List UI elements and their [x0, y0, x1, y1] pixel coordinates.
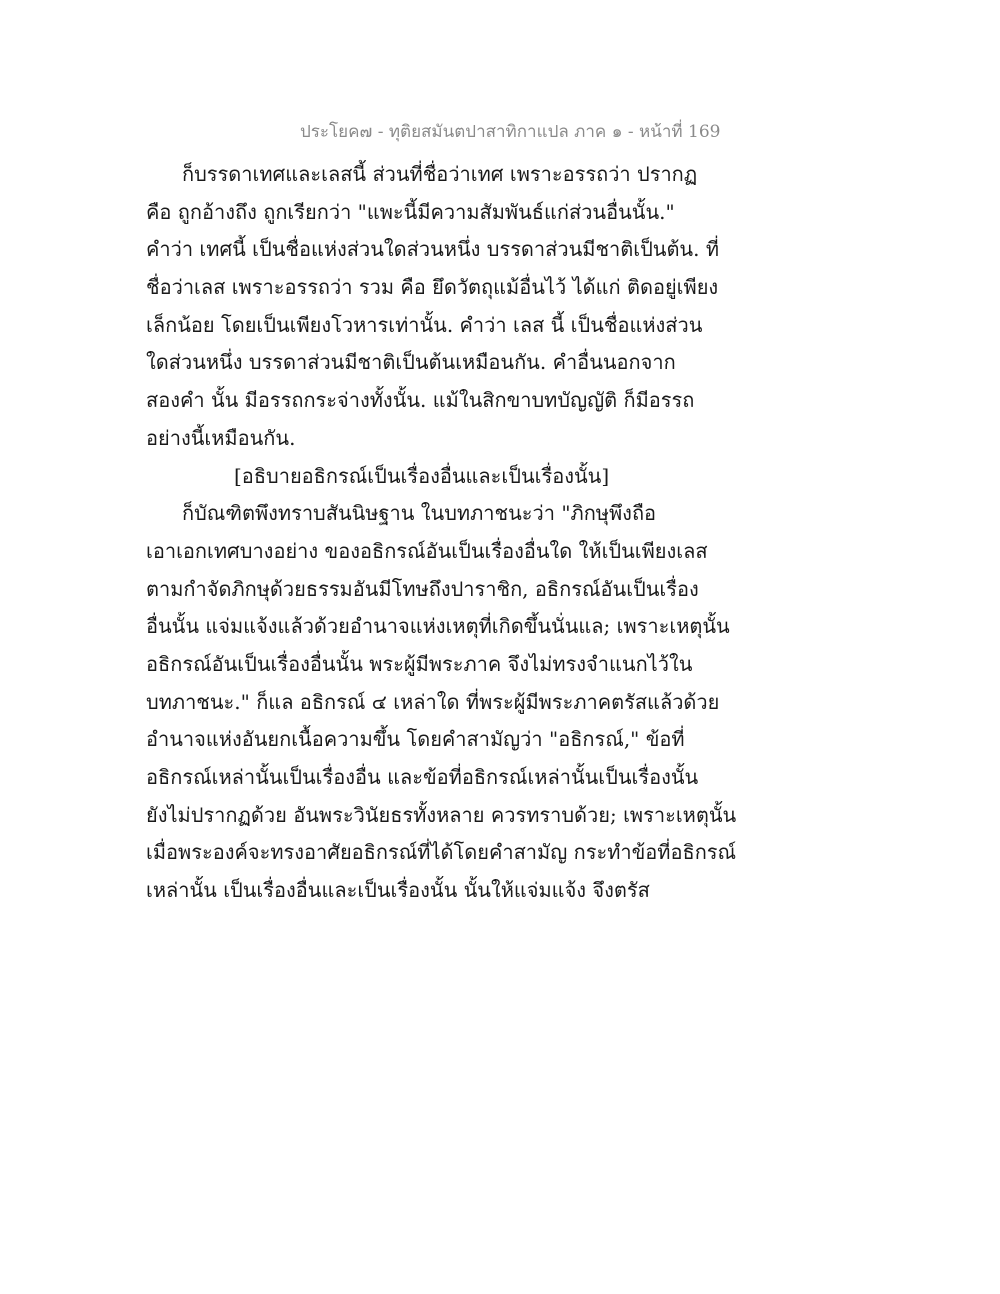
text-line: อธิกรณ์อันเป็นเรื่องอื่นนั้น พระผู้มีพระภาค จึงไม่ทรงจำแนกไว้ใน — [146, 651, 693, 676]
text-line: อย่างนี้เหมือนกัน. — [146, 425, 296, 450]
text-line: ยังไม่ปรากฏด้วย อันพระวินัยธรทั้งหลาย ควรทราบด้วย; เพราะเหตุนั้น — [146, 802, 737, 827]
text-line: บทภาชนะ." ก็แล อธิกรณ์ ๔ เหล่าใด ที่พระผู้มีพระภาคตรัสแล้วด้วย — [146, 689, 720, 714]
text-line: อำนาจแห่งอันยกเนื้อความขึ้น โดยคำสามัญว่า "อธิกรณ์," ข้อที่ — [146, 727, 685, 752]
text-line: เมื่อพระองค์จะทรงอาศัยอธิกรณ์ที่ได้โดยคำสามัญ กระทำข้อที่อธิกรณ์ — [146, 840, 737, 865]
text-line: อธิกรณ์เหล่านั้นเป็นเรื่องอื่น และข้อที่อธิกรณ์เหล่านั้นเป็นเรื่องนั้น — [146, 765, 699, 789]
body-text — [146, 156, 737, 910]
text-line: คือ ถูกอ้างถึง ถูกเรียกว่า "แพะนี้มีความสัมพันธ์แก่ส่วนอื่นนั้น." — [146, 199, 675, 224]
text-line: อื่นนั้น แจ่มแจ้งแล้วด้วยอำนาจแห่งเหตุที่เกิดขึ้นนั่นแล; เพราะเหตุนั้น — [146, 614, 730, 639]
text-line: ตามกำจัดภิกษุด้วยธรรมอันมีโทษถึงปาราชิก, อธิกรณ์อันเป็นเรื่อง — [146, 576, 699, 601]
text-line: เอาเอกเทศบางอย่าง ของอธิกรณ์อันเป็นเรื่องอื่นใด ให้เป็นเพียงเลส — [146, 538, 708, 563]
text-line: ใดส่วนหนึ่ง บรรดาส่วนมีชาติเป็นต้นเหมือนกัน. คำอื่นนอกจาก — [146, 350, 676, 375]
text-line: ก็บัณฑิตพึงทราบสันนิษฐาน ในบทภาชนะว่า "ภิกษุพึงถือ — [182, 501, 657, 526]
text-line: เหล่านั้น เป็นเรื่องอื่นและเป็นเรื่องนั้น นั้นให้แจ่มแจ้ง จึงตรัส — [146, 878, 650, 903]
text-line: เล็กน้อย โดยเป็นเพียงโวหารเท่านั้น. คำว่า เลส นี้ เป็นชื่อแห่งส่วน — [146, 312, 703, 337]
text-line: สองคำ นั้น มีอรรถกระจ่างทั้งนั้น. แม้ในสิกขาบทบัญญัติ ก็มีอรรถ — [146, 388, 695, 413]
text-line: คำว่า เทศนี้ เป็นชื่อแห่งส่วนใดส่วนหนึ่ง บรรดาส่วนมีชาติเป็นต้น. ที่ — [146, 237, 719, 262]
text-line: ก็บรรดาเทศและเลสนี้ ส่วนที่ชื่อว่าเทศ เพราะอรรถว่า ปรากฏ — [182, 162, 698, 186]
section-heading: [อธิบายอธิกรณ์เป็นเรื่องอื่นและเป็นเรื่องนั้น] — [234, 463, 610, 488]
text-line: ชื่อว่าเลส เพราะอรรถว่า รวม คือ ยึดวัตถุแม้อื่นไว้ ได้แก่ ติดอยู่เพียง — [146, 275, 719, 300]
running-header: ประโยค๗ - ทุติยสมันตปาสาทิกาแปล ภาค ๑ - หน้าที่ 169 — [300, 122, 721, 142]
